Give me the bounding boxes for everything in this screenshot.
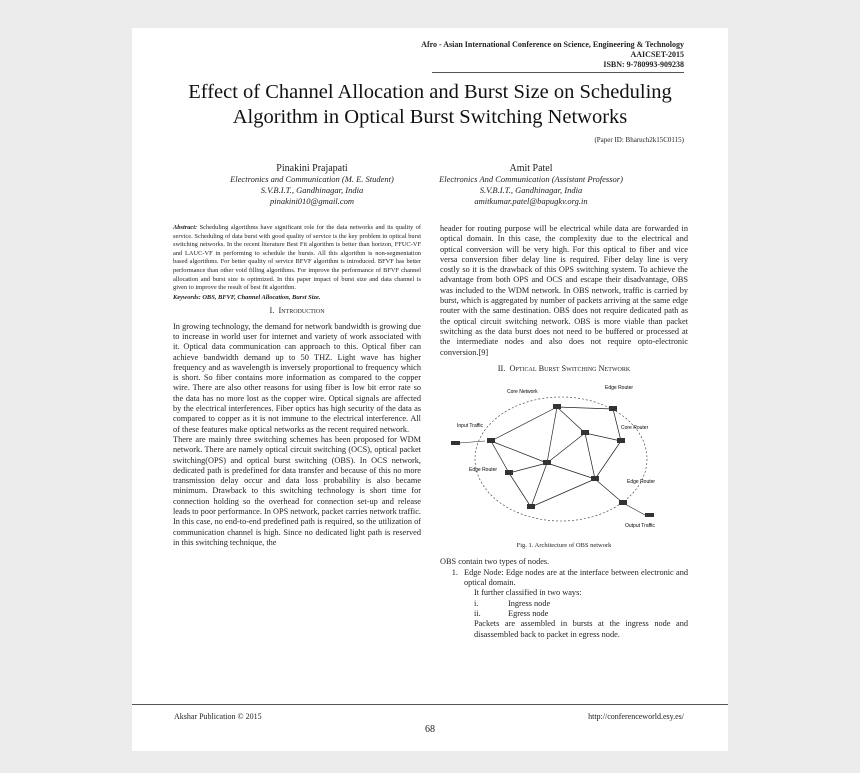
intro-paragraph-1: In growing technology, the demand for network bandwidth is growing due to increase in world user for internet and variety of work associated with it. Optical data communication can approach to this. Optical fiber can achieve bandwidth demand up to 50 THZ. Light wave has higher frequency and as wavelength is inversely proportional to frequency which is short. So fiber contains more information as compared to the copper wire. There are also other reasons for using fiber is low bit error rate so the data has no more lost as the copper wire. Optical signals are affected by the electrical interferences. Fiber optics has high security of the data as compared to copper as it is not immune to the electrical interference. All of these features make optical networks as the recent required network.: [173, 321, 421, 434]
network-nodes: [451, 404, 654, 517]
label-edge-router-left: Edge Router: [469, 467, 498, 474]
footer-publisher: Akshar Publication © 2015: [174, 712, 262, 721]
intro-paragraph-2: There are mainly three switching schemes has been proposed for WDM network. There are namely optical circuit switching (OCS), optical packet switching(OPS) and optical burst switching (OBS). In OCS network, dedicated path is predefined for data transfer and because of this no more transmission delay occur and data loss probability is also became minimum. Drawback to this switching technology is short time for connection holding so the overhead for connection set-up and release leads to poor performance. In OPS network, packet carries network traffic. In this case, no end-to-end predefined path is required, so the utilization of communication channel is high. Since no dedicated light path is reserved in this switching technique, the: [173, 434, 421, 547]
keywords-label: Keywords:: [173, 293, 201, 301]
edge-router-node: [619, 500, 627, 505]
list-number: 1.: [451, 567, 458, 577]
author-2: [416, 163, 646, 207]
author-2-email: amitkumar.patel@bapugkv.org.in: [474, 196, 588, 206]
section-1-number: I.: [269, 306, 275, 316]
section-2-title: Optical Burst Switching Network: [509, 363, 631, 373]
core-router-node: [543, 460, 551, 465]
label-input-traffic: Input Traffic: [457, 423, 484, 430]
sub-list-text: Ingress node: [508, 598, 551, 608]
traffic-sink: [645, 513, 654, 517]
page-number: 68: [425, 724, 435, 735]
conference-short: AAICSET-2015: [630, 50, 684, 59]
footer-url: http://conferenceworld.esy.es/: [588, 712, 684, 721]
author-2-name: Amit Patel: [509, 163, 553, 174]
abstract-label: Abstract:: [173, 224, 198, 231]
label-core-router: Core Router: [621, 425, 649, 432]
section-2-number: II.: [497, 363, 506, 373]
author-2-affil: Electronics And Communication (Assistant Professor): [439, 174, 623, 184]
paper-id: (Paper ID: Bharuch2k15C0115): [594, 136, 684, 144]
conference-header: [421, 40, 684, 70]
obs-intro: OBS contain two types of nodes.: [440, 557, 550, 567]
author-2-org: S.V.B.I.T., Gandhinagar, India: [479, 185, 583, 195]
section-1-heading: [173, 306, 421, 316]
obs-network-figure: [445, 379, 683, 537]
label-edge-router-right: Edge Router: [627, 479, 656, 486]
author-1-affil: Electronics and Communication (M. E. Student): [230, 174, 394, 184]
list-after-text: Packets are assembled in bursts at the ingress node and disassembled back to packet in egress node.: [474, 619, 688, 639]
sub-list-item: [440, 609, 688, 619]
section-2-heading: [440, 364, 688, 374]
conference-isbn: ISBN: 9-780993-909238: [603, 60, 684, 69]
core-router-node: [581, 430, 589, 435]
list-item: [440, 568, 688, 589]
label-core-network: Core Network: [507, 389, 538, 396]
keywords-text: OBS, BFVF, Channel Allocation, Burst Size.: [202, 293, 321, 301]
core-router-node: [505, 470, 513, 475]
author-1-email: pinakini010@gmail.com: [269, 196, 355, 206]
edge-router-node: [609, 406, 617, 411]
paper-title: Effect of Channel Allocation and Burst Size on Scheduling Algorithm in Optical Burst Switching Networks: [188, 81, 672, 128]
traffic-lines: [459, 441, 645, 515]
footer-rule: [132, 704, 728, 705]
sub-list-number: i.: [474, 598, 479, 608]
abstract-text: Scheduling algorithms have significant role for the data networks and its quality of service. Scheduling of data burst with good quality of service is the key problem in optical burst switching networks. In the recent literature Best Fit algorithm is better than horizon, FFUC-VF and LAUC-VF in performing to schedule the bursts. All this algorithm is non-segmentation based algorithms. For better quality of service BFVF algorithm is introduced. BFVF has better performance than other void filling algorithms. For improve the performance of BFVF channel allocation and burst size is optimized. In this paper impact of burst size and data channel is given to improve the result of best fit algorithm.: [173, 224, 422, 292]
abstract: [173, 224, 421, 293]
list-sub-intro: It further classified in two ways:: [474, 588, 582, 598]
right-paragraph-1: header for routing purpose will be electrical while data are forwarded in optical domain. In this case, the complexity due to the electrical and optical conversion will be very high. For this optical to fiber and vice versa conversion fiber delay line is required. Fiber delay line is very costly so it is the drawback of this OPS switching system. To achieve the advantage from both OPS and OCS and escape their disadvantage, OBS was included to the WDM network. In OBS network, traffic is carried by burst, which is aggregated by number of packets arriving at the same edge router with the same destination. OBS does not require dedicated path as the optical circuit switching network. OBS is more viable than packet switching as the data burst does not need to be buffered or processed at the intermediate nodes and also does not require opto-electronic conversion.[9]: [440, 224, 688, 357]
header-rule: [432, 72, 684, 73]
section-1-title: Introduction: [278, 306, 325, 316]
edge-router-node: [487, 438, 495, 443]
sub-list-item: [440, 599, 688, 609]
traffic-source: [451, 441, 460, 445]
core-router-node: [591, 476, 599, 481]
list-text: Edge Node: Edge nodes are at the interface between electronic and optical domain.: [464, 567, 688, 588]
conference-name: Afro - Asian International Conference on Science, Engineering & Technology: [421, 40, 684, 49]
figure-caption: Fig. 1. Architecture of OBS network: [516, 542, 612, 550]
sub-list-number: ii.: [474, 608, 481, 618]
label-edge-router-top: Edge Router: [605, 385, 634, 392]
core-router-node: [553, 404, 561, 409]
sub-list-text: Egress node: [508, 608, 549, 618]
author-1: [192, 163, 432, 207]
keywords: [173, 294, 421, 303]
left-column: [173, 224, 421, 548]
author-1-org: S.V.B.I.T., Gandhinagar, India: [260, 185, 364, 195]
label-output-traffic: Output Traffic: [625, 523, 655, 530]
right-column: [440, 224, 688, 640]
paper-page: [132, 28, 728, 751]
author-1-name: Pinakini Prajapati: [276, 163, 348, 174]
core-router-node: [527, 504, 535, 509]
core-router-node: [617, 438, 625, 443]
network-links: [491, 407, 623, 507]
